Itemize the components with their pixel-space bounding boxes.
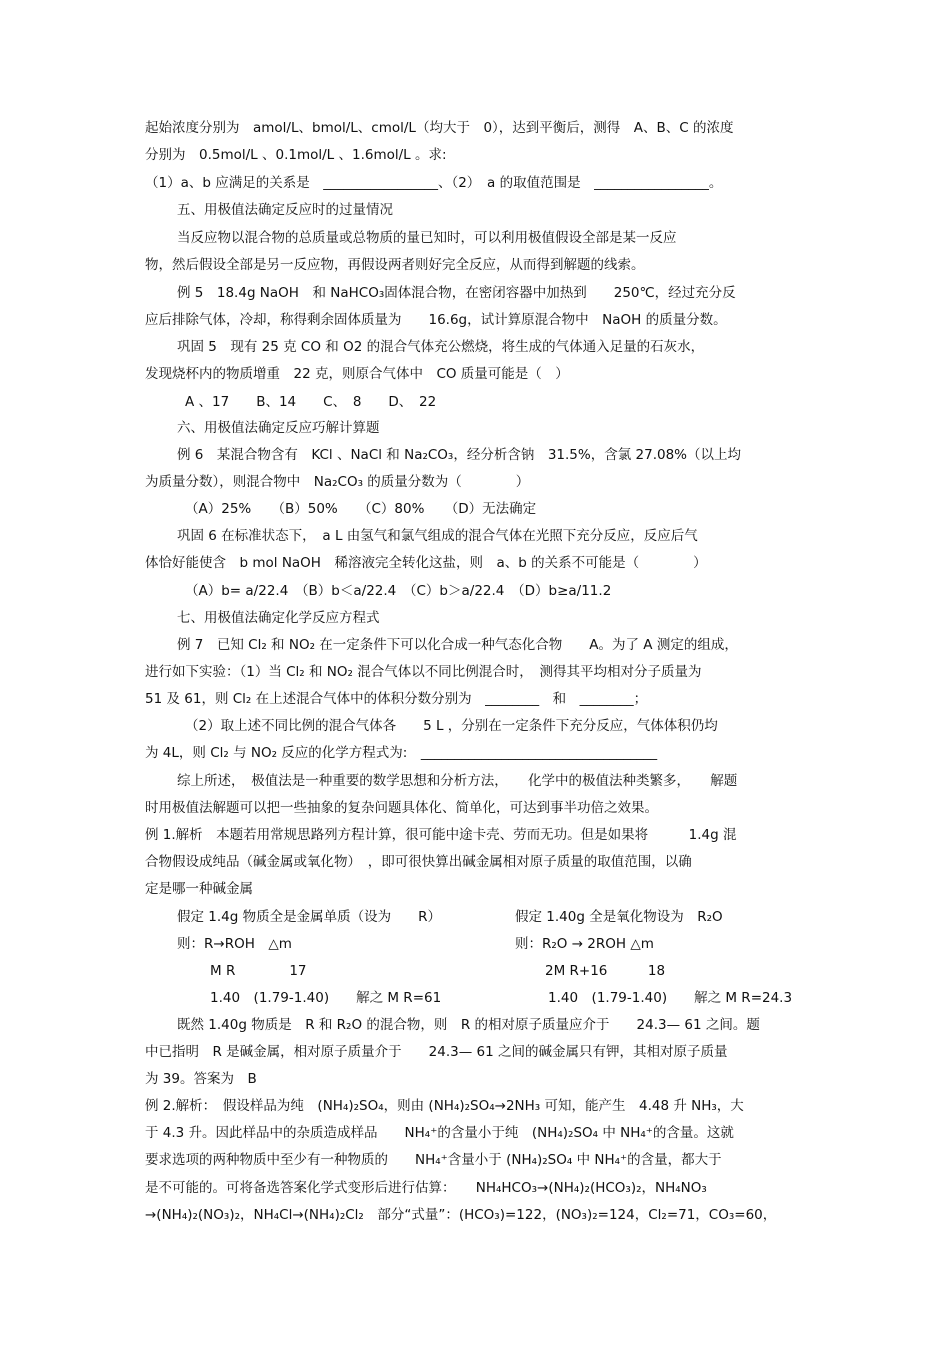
text-line: 分别为 0.5mol/L 、0.1mol/L 、1.6mol/L 。求: — [145, 147, 447, 163]
text-line: 发现烧杯内的物质增重 22 克，则原合气体中 CO 质量可能是（ ） — [145, 366, 569, 382]
text-line: 既然 1.40g 物质是 R 和 R₂O 的混合物，则 R 的相对原子质量应介于 24.3— 61 之间。题 — [177, 1017, 760, 1033]
solution-line: 例 1.解析 本题若用常规思路列方程计算，很可能中途卡壳、劳而无功。但是如果将 1.4g 混 — [145, 827, 737, 843]
text-line: 应后排除气体，冷却，称得剩余固体质量为 16.6g，试计算原混合物中 NaOH 的质量分数。 — [145, 312, 727, 328]
text-line: （2）取上述不同比例的混合气体各 5 L ，分别在一定条件下充分反应，气体体积仍均 — [185, 718, 718, 734]
text-line: →(NH₄)₂(NO₃)₂，NH₄Cl→(NH₄)₂Cl₂ 部分“式量”：(HCO₃)=122，(NO₃)₂=124，Cl₂=71，CO₃=60， — [145, 1207, 777, 1223]
text-line: 为质量分数），则混合物中 Na₂CO₃ 的质量分数为（ ） — [145, 474, 530, 490]
section-heading: 七、用极值法确定化学反应方程式 — [177, 610, 380, 626]
choice-line: （A）25% （B）50% （C）80% （D）无法确定 — [185, 501, 537, 517]
calc-left-line: 则：R→ROH △m — [177, 936, 292, 952]
text-line: 巩固 6 在标准状态下， a L 由氢气和氯气组成的混合气体在光照下充分反应，反应后气 — [177, 528, 698, 544]
choice-line: （A）b= a/22.4 （B）b＜a/22.4 （C）b＞a/22.4 （D）b≥a/11.2 — [185, 583, 612, 599]
text-line: 综上所述， 极值法是一种重要的数学思想和分析方法， 化学中的极值法种类繁多， 解题 — [177, 773, 738, 789]
text-line: 要求选项的两种物质中至少有一种物质的 NH₄⁺含量小于 (NH₄)₂SO₄ 中 NH₄⁺的含量，都大于 — [145, 1152, 722, 1168]
text-line: 中已指明 R 是碱金属，相对原子质量介于 24.3— 61 之间的碱金属只有钾，其相对原子质量 — [145, 1044, 728, 1060]
text-line: 起始浓度分别为 amol/L、bmol/L、cmol/L（均大于 0），达到平衡后，测得 A、B、C 的浓度 — [145, 120, 734, 136]
section-heading: 五、用极值法确定反应时的过量情况 — [177, 202, 393, 218]
calc-right-line: 假定 1.40g 全是氧化物设为 R₂O — [515, 909, 723, 925]
choice-line: A 、17 B、14 C、 8 D、 22 — [185, 394, 437, 410]
calc-right-line: 1.40 (1.79-1.40) 解之 M R=24.3 — [548, 990, 793, 1006]
text-line: 当反应物以混合物的总质量或总物质的量已知时，可以利用极值假设全部是某一反应 — [177, 230, 677, 246]
text-line: 体恰好能使含 b mol NaOH 稀溶液完全转化这盐，则 a、b 的关系不可能是（ ） — [145, 555, 707, 571]
text-line: 为 39。答案为 B — [145, 1071, 257, 1087]
text-line: 进行如下实验：（1）当 Cl₂ 和 NO₂ 混合气体以不同比例混合时， 测得其平均相对分子质量为 — [145, 664, 702, 680]
example-line: 例 5 18.4g NaOH 和 NaHCO₃固体混合物，在密闭容器中加热到 250℃，经过充分反 — [177, 285, 736, 301]
calc-left-line: M R 17 — [210, 963, 307, 979]
text-line: 51 及 61，则 Cl₂ 在上述混合气体中的体积分数分别为 ________ 和 ________； — [145, 691, 648, 707]
example-line: 例 7 已知 Cl₂ 和 NO₂ 在一定条件下可以化合成一种气态化合物 A。为了 A 测定的组成， — [177, 637, 738, 653]
text-line: 定是哪一种碱金属 — [145, 881, 253, 897]
text-line: 是不可能的。可将备选答案化学式变形后进行估算： NH₄HCO₃→(NH₄)₂(HCO₃)₂，NH₄NO₃ — [145, 1180, 707, 1196]
calc-left-line: 假定 1.4g 物质全是金属单质（设为 R） — [177, 909, 442, 925]
example-line: 例 6 某混合物含有 KCl 、NaCl 和 Na₂CO₃，经分析含钠 31.5%，含氯 27.08%（以上均 — [177, 447, 741, 463]
text-line: 合物假设成纯品（碱金属或氧化物） ，即可很快算出碱金属相对原子质量的取值范围，以确 — [145, 854, 692, 870]
section-heading: 六、用极值法确定反应巧解计算题 — [177, 420, 380, 436]
calc-left-line: 1.40 (1.79-1.40) 解之 M R=61 — [210, 990, 442, 1006]
text-line: 物，然后假设全部是另一反应物，再假设两者则好完全反应，从而得到解题的线索。 — [145, 257, 645, 273]
calc-right-line: 则：R₂O → 2ROH △m — [515, 936, 654, 952]
text-line: 于 4.3 升。因此样品中的杂质造成样品 NH₄⁺的含量小于纯 (NH₄)₂SO₄ 中 NH₄⁺的含量。这就 — [145, 1125, 734, 1141]
text-line: 巩固 5 现有 25 克 CO 和 O2 的混合气体充公燃烧，将生成的气体通入足量的石灰水， — [177, 339, 705, 355]
text-line: 时用极值法解题可以把一些抽象的复杂问题具体化、简单化，可达到事半功倍之效果。 — [145, 800, 658, 816]
solution-line: 例 2.解析： 假设样品为纯 (NH₄)₂SO₄，则由 (NH₄)₂SO₄→2NH₃ 可知，能产生 4.48 升 NH₃，大 — [145, 1098, 744, 1114]
text-line: （1）a、b 应满足的关系是 _________________、（2） a 的取值范围是 _________________。 — [145, 175, 723, 191]
text-line: 为 4L，则 Cl₂ 与 NO₂ 反应的化学方程式为: ___________________________________ — [145, 745, 658, 761]
calc-right-line: 2M R+16 18 — [545, 963, 666, 979]
